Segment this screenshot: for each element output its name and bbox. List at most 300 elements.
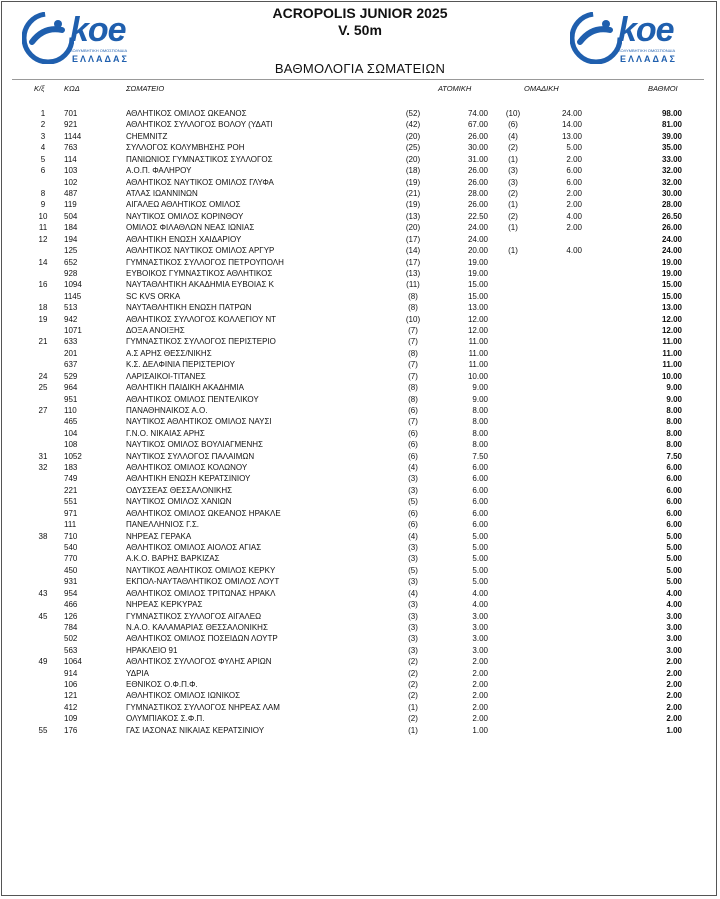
relay-count-cell: (2) — [508, 143, 518, 153]
club-cell: ΑΘΛΗΤΙΚΟΣ ΟΜΙΛΟΣ ΚΟΛΩΝΟΥ — [126, 463, 248, 472]
code-cell: 465 — [64, 417, 78, 427]
relay-points-cell: 4.00 — [566, 246, 582, 255]
relay-count-cell: (1) — [508, 223, 518, 233]
individual-points-cell: 8.00 — [472, 417, 488, 427]
code-cell: 108 — [64, 440, 78, 450]
total-points-cell: 2.00 — [666, 657, 682, 667]
club-cell: ΝΗΡΕΑΣ ΚΕΡΚΥΡΑΣ — [126, 600, 203, 610]
club-cell: ΑΘΛΗΤΙΚΟΣ ΟΜΙΛΟΣ ΠΕΝΤΕΛΙΚΟΥ — [126, 394, 259, 404]
table-row — [0, 279, 720, 290]
individual-count-cell: (7) — [408, 337, 418, 347]
individual-points-cell: 3.00 — [472, 611, 488, 621]
code-cell: 119 — [64, 200, 77, 210]
total-points-cell: 8.00 — [666, 428, 682, 438]
club-cell: ΓΥΜΝΑΣΤΙΚΟΣ ΣΥΛΛΟΓΟΣ ΑΙΓΑΛΕΩ — [126, 611, 262, 621]
total-points-cell: 33.00 — [661, 154, 682, 164]
table-row — [0, 565, 720, 576]
table-row — [0, 108, 720, 119]
club-cell: ΔΟΞΑ ΑΝΟΙΞΗΣ — [126, 326, 185, 335]
total-points-cell: 26.50 — [661, 211, 682, 221]
event-title: ACROPOLIS JUNIOR 2025 — [272, 5, 448, 21]
individual-points-cell: 5.00 — [472, 554, 488, 564]
total-points-cell: 81.00 — [661, 120, 682, 130]
code-cell: 183 — [64, 463, 78, 472]
total-points-cell: 6.00 — [666, 508, 682, 518]
individual-count-cell: (20) — [405, 154, 421, 164]
rank-cell: 27 — [38, 405, 48, 415]
total-points-cell: 98.00 — [661, 109, 682, 118]
relay-count-cell: (1) — [508, 200, 518, 210]
individual-count-cell: (8) — [408, 348, 418, 358]
individual-points-cell: 19.00 — [467, 268, 488, 278]
country-text: ΕΛΛΑΔΑΣ — [72, 54, 129, 64]
relay-count-cell: (4) — [508, 131, 518, 141]
club-cell: ΕΚΠΟΛ-ΝΑΥΤΑΘΛΗΤΙΚΟΣ ΟΜΙΛΟΣ ΛΟΥΤ — [126, 577, 280, 587]
individual-count-cell: (6) — [408, 520, 418, 530]
table-row — [0, 325, 720, 336]
code-cell: 102 — [64, 177, 78, 187]
rank-cell: 24 — [38, 371, 48, 381]
club-cell: ΓΥΜΝΑΣΤΙΚΟΣ ΣΥΛΛΟΓΟΣ ΝΗΡΕΑΣ ΛΑΜ — [126, 702, 280, 712]
relay-count-cell: (3) — [508, 177, 518, 187]
total-points-cell: 3.00 — [666, 622, 682, 632]
col-rank-header: Κ/ξ — [34, 84, 45, 93]
total-points-cell: 2.00 — [666, 680, 682, 689]
code-cell: 529 — [64, 371, 78, 381]
club-cell: Ν.Α.Ο. ΚΑΛΑΜΑΡΙΑΣ ΘΕΣΣΑΛΟΝΙΚΗΣ — [126, 622, 268, 632]
code-cell: 784 — [64, 622, 78, 632]
table-row — [0, 359, 720, 370]
code-cell: 652 — [64, 257, 78, 267]
total-points-cell: 8.00 — [666, 405, 682, 415]
individual-points-cell: 3.00 — [472, 645, 488, 655]
total-points-cell: 35.00 — [661, 143, 682, 153]
individual-points-cell: 6.00 — [472, 520, 488, 530]
table-row — [0, 439, 720, 450]
table-row — [0, 405, 720, 416]
relay-points-cell: 2.00 — [566, 188, 582, 198]
relay-count-cell: (3) — [508, 166, 518, 176]
club-cell: ΣΥΛΛΟΓΟΣ ΚΟΛΥΜΒΗΣΗΣ ΡΟΗ — [126, 143, 245, 153]
table-row — [0, 473, 720, 484]
table-row — [0, 257, 720, 268]
individual-count-cell: (4) — [408, 588, 418, 598]
club-cell: CHEMNITZ — [126, 131, 168, 141]
table-row — [0, 234, 720, 245]
total-points-cell: 2.00 — [666, 691, 682, 701]
table-row — [0, 690, 720, 701]
individual-points-cell: 28.00 — [467, 188, 488, 198]
club-cell: ΝΑΥΤΑΘΛΗΤΙΚΗ ΑΚΑΔΗΜΙΑ ΕΥΒΟΙΑΣ Κ — [126, 280, 274, 290]
individual-count-cell: (2) — [408, 657, 418, 667]
individual-count-cell: (3) — [408, 474, 418, 484]
relay-points-cell: 4.00 — [566, 211, 582, 221]
table-row — [0, 291, 720, 302]
rank-cell: 16 — [38, 280, 48, 290]
individual-count-cell: (7) — [408, 360, 418, 370]
table-row — [0, 154, 720, 165]
club-cell: SC KVS ORKA — [126, 291, 181, 301]
code-cell: 563 — [64, 645, 78, 655]
individual-points-cell: 6.00 — [472, 497, 488, 507]
relay-points-cell: 14.00 — [561, 120, 582, 130]
club-cell: ΑΘΛΗΤΙΚΟΣ ΣΥΛΛΟΓΟΣ ΒΟΛΟΥ (ΥΔΑΤΙ — [126, 120, 273, 130]
rank-cell: 14 — [38, 257, 48, 267]
individual-count-cell: (3) — [408, 645, 418, 655]
total-points-cell: 8.00 — [666, 417, 682, 427]
col-relay-header: ΟΜΑΔΙΚΗ — [524, 84, 559, 93]
club-cell: ΠΑΝΙΩΝΙΟΣ ΓΥΜΝΑΣΤΙΚΟΣ ΣΥΛΛΟΓΟΣ — [126, 154, 273, 164]
table-row — [0, 371, 720, 382]
individual-points-cell: 11.00 — [468, 348, 488, 358]
individual-points-cell: 2.00 — [472, 668, 488, 678]
total-points-cell: 11.00 — [662, 348, 682, 358]
table-row — [0, 451, 720, 462]
rank-cell: 32 — [38, 463, 48, 472]
code-cell: 104 — [64, 428, 78, 438]
rank-cell: 49 — [38, 657, 48, 667]
code-cell: 111 — [64, 520, 77, 530]
individual-count-cell: (14) — [405, 246, 421, 255]
individual-count-cell: (3) — [408, 554, 418, 564]
rank-cell: 43 — [38, 588, 48, 598]
club-cell: ΝΑΥΤΑΘΛΗΤΙΚΗ ΕΝΩΣΗ ΠΑΤΡΩΝ — [126, 303, 252, 313]
club-cell: Α.Κ.Ο. ΒΑΡΗΣ ΒΑΡΚΙΖΑΣ — [126, 554, 220, 564]
club-cell: ΝΑΥΤΙΚΟΣ ΟΜΙΛΟΣ ΧΑΝΙΩΝ — [126, 497, 232, 507]
individual-points-cell: 7.50 — [472, 451, 488, 461]
club-cell: ΝΑΥΤΙΚΟΣ ΑΘΛΗΤΙΚΟΣ ΟΜΙΛΟΣ ΝΑΥΣΙ — [126, 417, 272, 427]
club-cell: ΝΑΥΤΙΚΟΣ ΣΥΛΛΟΓΟΣ ΠΑΛΑΙΜΩΝ — [126, 451, 255, 461]
code-cell: 466 — [64, 600, 78, 610]
individual-count-cell: (3) — [408, 543, 418, 552]
rank-cell: 6 — [40, 166, 46, 176]
code-cell: 114 — [64, 154, 77, 164]
code-cell: 412 — [64, 702, 78, 712]
code-cell: 928 — [64, 268, 78, 278]
total-points-cell: 6.00 — [666, 474, 682, 484]
individual-count-cell: (5) — [408, 565, 418, 575]
col-code-header: ΚΩΔ — [64, 84, 80, 93]
table-row — [0, 542, 720, 553]
table-row — [0, 302, 720, 313]
table-row — [0, 611, 720, 622]
total-points-cell: 9.00 — [666, 394, 682, 404]
code-cell: 633 — [64, 337, 78, 347]
col-total-header: ΒΑΘΜΟΙ — [648, 84, 678, 93]
code-cell: 121 — [64, 691, 78, 701]
relay-count-cell: (2) — [508, 211, 518, 221]
individual-points-cell: 3.00 — [472, 634, 488, 644]
individual-points-cell: 6.00 — [472, 474, 488, 484]
club-cell: ΑΘΛΗΤΙΚΟΣ ΝΑΥΤΙΚΟΣ ΟΜΙΛΟΣ ΑΡΓΥΡ — [126, 246, 275, 255]
rank-cell: 10 — [38, 211, 48, 221]
code-cell: 110 — [64, 405, 77, 415]
individual-points-cell: 6.00 — [472, 508, 488, 518]
individual-count-cell: (6) — [408, 508, 418, 518]
code-cell: 637 — [64, 360, 78, 370]
code-cell: 710 — [64, 531, 78, 541]
rank-cell: 25 — [38, 383, 48, 393]
table-row — [0, 588, 720, 599]
total-points-cell: 11.00 — [662, 360, 682, 370]
club-cell: ΑΘΛΗΤΙΚΟΣ ΟΜΙΛΟΣ ΙΩΝΙΚΟΣ — [126, 691, 241, 701]
total-points-cell: 7.50 — [666, 451, 682, 461]
total-points-cell: 9.00 — [666, 383, 682, 393]
individual-points-cell: 12.00 — [467, 314, 488, 324]
total-points-cell: 4.00 — [666, 600, 682, 610]
individual-points-cell: 1.00 — [472, 725, 488, 735]
total-points-cell: 5.00 — [666, 577, 682, 587]
individual-points-cell: 26.00 — [467, 177, 488, 187]
total-points-cell: 8.00 — [666, 440, 682, 450]
code-cell: 971 — [64, 508, 78, 518]
individual-count-cell: (13) — [405, 211, 421, 221]
individual-points-cell: 24.00 — [467, 223, 488, 233]
org-text: ΚΟΛΥΜΒΗΤΙΚΗ ΟΜΟΣΠΟΝΔΙΑ — [618, 48, 676, 53]
total-points-cell: 4.00 — [666, 588, 682, 598]
table-row — [0, 576, 720, 587]
code-cell: 551 — [64, 497, 78, 507]
rank-cell: 1 — [40, 109, 46, 118]
individual-points-cell: 2.00 — [472, 680, 488, 689]
club-cell: ΑΘΛΗΤΙΚΗ ΕΝΩΣΗ ΚΕΡΑΤΣΙΝΙΟΥ — [126, 474, 251, 484]
table-row — [0, 177, 720, 188]
individual-count-cell: (3) — [408, 611, 418, 621]
club-cell: ΑΘΛΗΤΙΚΟΣ ΟΜΙΛΟΣ ΑΙΟΛΟΣ ΑΓΙΑΣ — [126, 543, 262, 552]
total-points-cell: 2.00 — [666, 668, 682, 678]
individual-count-cell: (3) — [408, 600, 418, 610]
code-cell: 951 — [64, 394, 78, 404]
individual-count-cell: (6) — [408, 405, 418, 415]
total-points-cell: 5.00 — [666, 531, 682, 541]
individual-points-cell: 26.00 — [467, 200, 488, 210]
club-cell: ΛΑΡΙΣΑΙΚΟΙ-ΤΙΤΑΝΕΣ — [126, 371, 206, 381]
individual-points-cell: 5.00 — [472, 531, 488, 541]
individual-count-cell: (4) — [408, 531, 418, 541]
individual-points-cell: 8.00 — [472, 440, 488, 450]
code-cell: 126 — [64, 611, 78, 621]
rank-cell: 3 — [40, 131, 46, 141]
brand-text: koe — [70, 11, 126, 49]
club-cell: ΑΘΛΗΤΙΚΟΣ ΣΥΛΛΟΓΟΣ ΦΥΛΗΣ ΑΡΙΩΝ — [126, 657, 272, 667]
individual-points-cell: 31.00 — [467, 154, 488, 164]
individual-points-cell: 20.00 — [467, 246, 488, 255]
table-row — [0, 382, 720, 393]
club-cell: ΑΤΛΑΣ ΙΩΑΝΝΙΝΩΝ — [126, 188, 198, 198]
club-cell: ΟΜΙΛΟΣ ΦΙΛΑΘΛΩΝ ΝΕΑΣ ΙΩΝΙΑΣ — [126, 223, 255, 233]
code-cell: 942 — [64, 314, 78, 324]
total-points-cell: 15.00 — [661, 291, 682, 301]
table-row — [0, 656, 720, 667]
table-row — [0, 645, 720, 656]
rank-cell: 5 — [40, 154, 46, 164]
code-cell: 184 — [64, 223, 78, 233]
club-cell: ΝΑΥΤΙΚΟΣ ΑΘΛΗΤΙΚΟΣ ΟΜΙΛΟΣ ΚΕΡΚΥ — [126, 565, 276, 575]
table-row — [0, 668, 720, 679]
individual-points-cell: 4.00 — [472, 600, 488, 610]
rank-cell: 21 — [38, 337, 48, 347]
rank-cell: 4 — [40, 143, 46, 153]
table-row — [0, 679, 720, 690]
relay-points-cell: 6.00 — [566, 166, 582, 176]
rank-cell: 45 — [38, 611, 48, 621]
code-cell: 450 — [64, 565, 78, 575]
relay-count-cell: (6) — [508, 120, 518, 130]
individual-points-cell: 2.00 — [472, 702, 488, 712]
code-cell: 103 — [64, 166, 78, 176]
individual-count-cell: (13) — [405, 268, 421, 278]
individual-points-cell: 5.00 — [472, 577, 488, 587]
club-cell: ΗΡΑΚΛΕΙΟ 91 — [126, 645, 178, 655]
table-row — [0, 211, 720, 222]
club-cell: ΕΥΒΟΙΚΟΣ ΓΥΜΝΑΣΤΙΚΟΣ ΑΘΛΗΤΙΚΟΣ — [126, 268, 273, 278]
individual-points-cell: 13.00 — [467, 303, 488, 313]
total-points-cell: 6.00 — [666, 485, 682, 495]
club-cell: ΑΘΛΗΤΙΚΟΣ ΟΜΙΛΟΣ ΠΟΣΕΙΔΩΝ ΛΟΥΤΡ — [126, 634, 278, 644]
relay-points-cell: 2.00 — [566, 154, 582, 164]
individual-count-cell: (8) — [408, 394, 418, 404]
individual-count-cell: (3) — [408, 485, 418, 495]
club-cell: ΑΘΛΗΤΙΚΟΣ ΟΜΙΛΟΣ ΩΚΕΑΝΟΣ — [126, 109, 247, 118]
code-cell: 954 — [64, 588, 78, 598]
table-row — [0, 713, 720, 724]
table-row — [0, 199, 720, 210]
rank-cell: 9 — [40, 200, 46, 210]
individual-count-cell: (6) — [408, 440, 418, 450]
table-row — [0, 394, 720, 405]
code-cell: 540 — [64, 543, 78, 552]
individual-count-cell: (42) — [405, 120, 421, 130]
event-subtitle: V. 50m — [338, 22, 382, 38]
individual-count-cell: (7) — [408, 326, 418, 335]
individual-count-cell: (8) — [408, 291, 418, 301]
individual-points-cell: 11.00 — [468, 337, 488, 347]
code-cell: 201 — [64, 348, 78, 358]
table-row — [0, 416, 720, 427]
club-cell: ΕΘΝΙΚΟΣ Ο.Φ.Π.Φ. — [126, 680, 198, 689]
code-cell: 749 — [64, 474, 78, 484]
total-points-cell: 15.00 — [661, 280, 682, 290]
individual-points-cell: 2.00 — [472, 714, 488, 724]
table-row — [0, 245, 720, 256]
code-cell: 1052 — [64, 451, 82, 461]
individual-count-cell: (8) — [408, 303, 418, 313]
table-row — [0, 622, 720, 633]
individual-points-cell: 8.00 — [472, 405, 488, 415]
table-row — [0, 131, 720, 142]
code-cell: 770 — [64, 554, 78, 564]
brand-text: koe — [618, 11, 674, 49]
relay-points-cell: 24.00 — [561, 109, 582, 118]
total-points-cell: 2.00 — [666, 702, 682, 712]
club-cell: ΑΘΛΗΤΙΚΟΣ ΣΥΛΛΟΓΟΣ ΚΟΛΛΕΓΙΟΥ ΝΤ — [126, 314, 277, 324]
total-points-cell: 3.00 — [666, 634, 682, 644]
table-row — [0, 119, 720, 130]
country-text: ΕΛΛΑΔΑΣ — [620, 54, 677, 64]
code-cell: 513 — [64, 303, 78, 313]
table-row — [0, 485, 720, 496]
total-points-cell: 39.00 — [661, 131, 682, 141]
table-row — [0, 336, 720, 347]
individual-count-cell: (19) — [405, 177, 421, 187]
col-club-header: ΣΩΜΑΤΕΙΟ — [126, 84, 165, 93]
club-cell: ΑΘΛΗΤΙΚΟΣ ΝΑΥΤΙΚΟΣ ΟΜΙΛΟΣ ΓΛΥΦΑ — [126, 177, 274, 187]
club-cell: ΑΘΛΗΤΙΚΗ ΠΑΙΔΙΚΗ ΑΚΑΔΗΜΙΑ — [126, 383, 244, 393]
code-cell: 487 — [64, 188, 78, 198]
individual-points-cell: 10.00 — [467, 371, 488, 381]
rank-cell: 11 — [38, 223, 48, 233]
individual-points-cell: 67.00 — [467, 120, 488, 130]
code-cell: 194 — [64, 234, 78, 244]
total-points-cell: 3.00 — [666, 611, 682, 621]
code-cell: 921 — [64, 120, 78, 130]
individual-points-cell: 26.00 — [467, 131, 488, 141]
individual-count-cell: (4) — [408, 463, 418, 472]
rank-cell: 8 — [40, 188, 46, 198]
table-row — [0, 314, 720, 325]
code-cell: 931 — [64, 577, 78, 587]
code-cell: 1064 — [64, 657, 82, 667]
table-row — [0, 496, 720, 507]
individual-points-cell: 2.00 — [472, 691, 488, 701]
table-row — [0, 222, 720, 233]
individual-points-cell: 6.00 — [472, 463, 488, 472]
rank-cell: 31 — [38, 451, 48, 461]
club-cell: ΟΔΥΣΣΕΑΣ ΘΕΣΣΑΛΟΝΙΚΗΣ — [126, 485, 233, 495]
total-points-cell: 24.00 — [661, 246, 682, 255]
individual-points-cell: 15.00 — [467, 291, 488, 301]
total-points-cell: 2.00 — [666, 714, 682, 724]
code-cell: 1094 — [64, 280, 82, 290]
total-points-cell: 12.00 — [661, 326, 682, 335]
rank-cell: 55 — [38, 725, 48, 735]
relay-points-cell: 5.00 — [566, 143, 582, 153]
rank-cell: 19 — [38, 314, 48, 324]
individual-points-cell: 30.00 — [467, 143, 488, 153]
relay-points-cell: 6.00 — [566, 177, 582, 187]
relay-count-cell: (2) — [508, 188, 518, 198]
club-cell: ΠΑΝΕΛΛΗΝΙΟΣ Γ.Σ. — [126, 520, 199, 530]
code-cell: 914 — [64, 668, 78, 678]
relay-points-cell: 13.00 — [561, 131, 582, 141]
individual-count-cell: (17) — [405, 234, 421, 244]
relay-count-cell: (10) — [505, 109, 521, 118]
individual-count-cell: (17) — [405, 257, 421, 267]
table-row — [0, 428, 720, 439]
individual-count-cell: (3) — [408, 634, 418, 644]
individual-count-cell: (7) — [408, 417, 418, 427]
individual-points-cell: 15.00 — [467, 280, 488, 290]
table-row — [0, 702, 720, 713]
total-points-cell: 24.00 — [661, 234, 682, 244]
club-cell: ΓΥΜΝΑΣΤΙΚΟΣ ΣΥΛΛΟΓΟΣ ΠΕΡΙΣΤΕΡΙΟ — [126, 337, 276, 347]
club-cell: Α.Ο.Π. ΦΑΛΗΡΟΥ — [126, 166, 192, 176]
total-points-cell: 10.00 — [661, 371, 682, 381]
club-cell: ΑΘΛΗΤΙΚΟΣ ΟΜΙΛΟΣ ΩΚΕΑΝΟΣ ΗΡΑΚΛΕ — [126, 508, 281, 518]
club-cell: Γ.Ν.Ο. ΝΙΚΑΙΑΣ ΑΡΗΣ — [126, 428, 205, 438]
code-cell: 106 — [64, 680, 78, 689]
individual-points-cell: 9.00 — [472, 394, 488, 404]
total-points-cell: 5.00 — [666, 565, 682, 575]
total-points-cell: 30.00 — [661, 188, 682, 198]
individual-count-cell: (52) — [405, 109, 421, 118]
individual-count-cell: (2) — [408, 680, 418, 689]
code-cell: 701 — [64, 109, 78, 118]
individual-count-cell: (6) — [408, 428, 418, 438]
table-row — [0, 519, 720, 530]
individual-points-cell: 2.00 — [472, 657, 488, 667]
code-cell: 1071 — [64, 326, 82, 335]
